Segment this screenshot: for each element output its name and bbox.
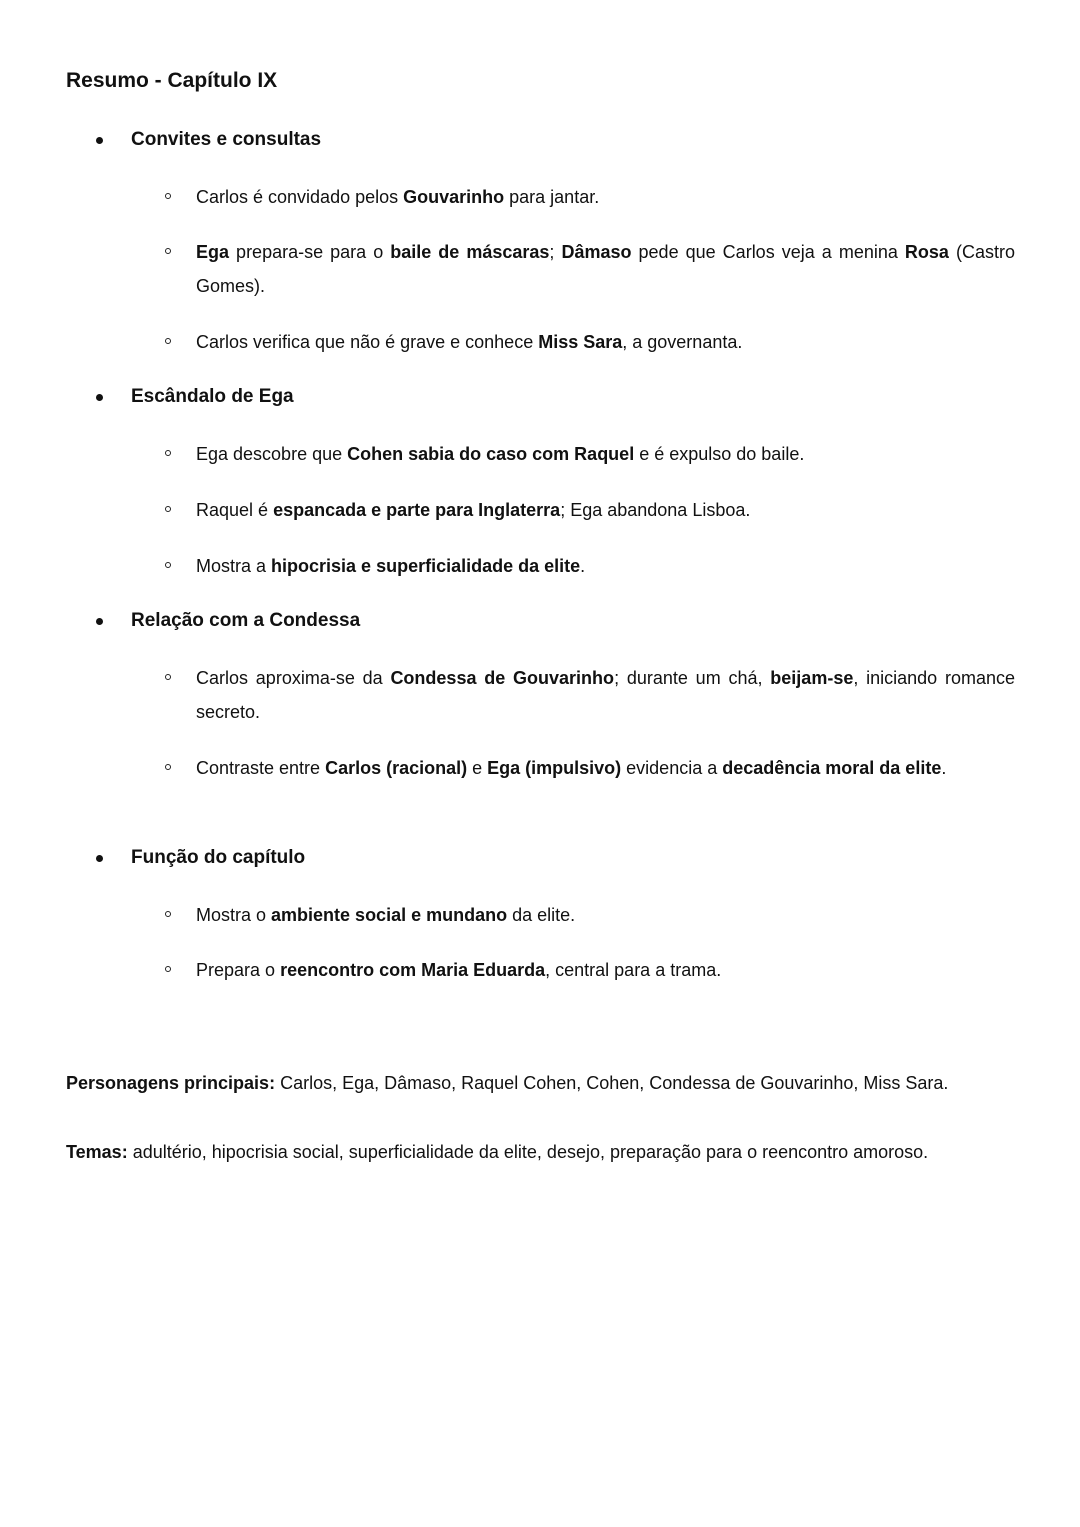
section-title: Função do capítulo — [131, 847, 306, 868]
bold-text: beijam-se — [770, 668, 854, 688]
themes-label: Temas: — [66, 1142, 128, 1162]
bullet-circle-icon — [165, 338, 171, 344]
text-run: ; Ega abandona Lisboa. — [560, 500, 751, 520]
bullet-circle-icon — [165, 562, 171, 568]
text-run: evidencia a — [621, 758, 723, 778]
bullet-circle-icon — [165, 450, 171, 456]
text-run: Carlos verifica que não é grave e conhece — [196, 332, 539, 352]
bullet-circle-icon — [165, 911, 171, 917]
section-header — [0, 843, 1080, 873]
text-run: ; durante um chá, — [614, 668, 771, 688]
bold-text: Ega — [196, 242, 230, 262]
themes-paragraph — [66, 1135, 1015, 1169]
list-item-text — [196, 493, 1015, 527]
list-item-text — [196, 898, 1015, 932]
bullet-circle-icon — [165, 674, 171, 680]
characters-text: Carlos, Ega, Dâmaso, Raquel Cohen, Cohen, Condessa de Gouvarinho, Miss Sara. — [275, 1073, 949, 1093]
bold-text: Miss Sara — [538, 332, 623, 352]
text-run: (Castro Gomes). — [196, 242, 1015, 296]
list-item-text — [196, 661, 1015, 729]
characters-paragraph — [66, 1066, 1015, 1100]
text-run: e — [467, 758, 488, 778]
list-item-text — [196, 953, 1015, 987]
bold-text: baile de máscaras — [390, 242, 550, 262]
text-run: da elite. — [507, 905, 576, 925]
bold-text: Cohen sabia do caso com Raquel — [347, 444, 635, 464]
text-run: Raquel é — [196, 500, 274, 520]
text-run: . — [580, 556, 586, 576]
bold-text: Carlos (racional) — [325, 758, 468, 778]
bullet-circle-icon — [165, 248, 171, 254]
text-run: , iniciando romance secreto. — [196, 668, 1015, 722]
bold-text: Ega (impulsivo) — [487, 758, 622, 778]
section-header — [0, 125, 1080, 155]
bullet-dot-icon — [96, 855, 103, 862]
bold-text: reencontro com Maria Eduarda — [280, 960, 546, 980]
text-run: . — [941, 758, 947, 778]
text-run: ; — [549, 242, 562, 262]
bold-text: hipocrisia e superficialidade da elite — [271, 556, 581, 576]
section-header — [0, 606, 1080, 636]
text-run: prepara-se para o — [229, 242, 391, 262]
text-run: Mostra o — [196, 905, 272, 925]
text-run: , central para a trama. — [545, 960, 722, 980]
bullet-circle-icon — [165, 506, 171, 512]
text-run: Mostra a — [196, 556, 272, 576]
bold-text: Condessa de Gouvarinho — [390, 668, 615, 688]
text-run: pede que Carlos veja a menina — [631, 242, 905, 262]
list-item-text — [196, 549, 1015, 583]
bullet-dot-icon — [96, 137, 103, 144]
text-run: para jantar. — [504, 187, 600, 207]
text-run: Carlos aproxima-se da — [196, 668, 391, 688]
bold-text: Gouvarinho — [403, 187, 505, 207]
list-item-text — [196, 751, 1015, 785]
bold-text: decadência moral da elite — [722, 758, 942, 778]
text-run: Ega descobre que — [196, 444, 348, 464]
text-run: Prepara o — [196, 960, 281, 980]
text-run: , a governanta. — [622, 332, 743, 352]
section-header — [0, 382, 1080, 412]
list-item-text — [196, 235, 1015, 303]
bullet-circle-icon — [165, 764, 171, 770]
bullet-circle-icon — [165, 966, 171, 972]
bold-text: Rosa — [904, 242, 949, 262]
section-title: Convites e consultas — [131, 129, 322, 150]
text-run: Contraste entre — [196, 758, 326, 778]
document-title: Resumo - Capítulo IX — [66, 69, 278, 92]
bullet-dot-icon — [96, 394, 103, 401]
text-run: Carlos é convidado pelos — [196, 187, 404, 207]
list-item-text — [196, 437, 1015, 471]
bullet-dot-icon — [96, 618, 103, 625]
section-title: Escândalo de Ega — [131, 386, 294, 407]
bold-text: Dâmaso — [561, 242, 632, 262]
list-item-text — [196, 180, 1015, 214]
bold-text: ambiente social e mundano — [271, 905, 508, 925]
characters-label: Personagens principais: — [66, 1073, 276, 1093]
bullet-circle-icon — [165, 193, 171, 199]
section-title: Relação com a Condessa — [131, 610, 361, 631]
themes-text: adultério, hipocrisia social, superficialidade da elite, desejo, preparação para o reencontro amoroso. — [127, 1142, 929, 1162]
text-run: e é expulso do baile. — [634, 444, 805, 464]
list-item-text — [196, 325, 1015, 359]
bold-text: espancada e parte para Inglaterra — [273, 500, 561, 520]
